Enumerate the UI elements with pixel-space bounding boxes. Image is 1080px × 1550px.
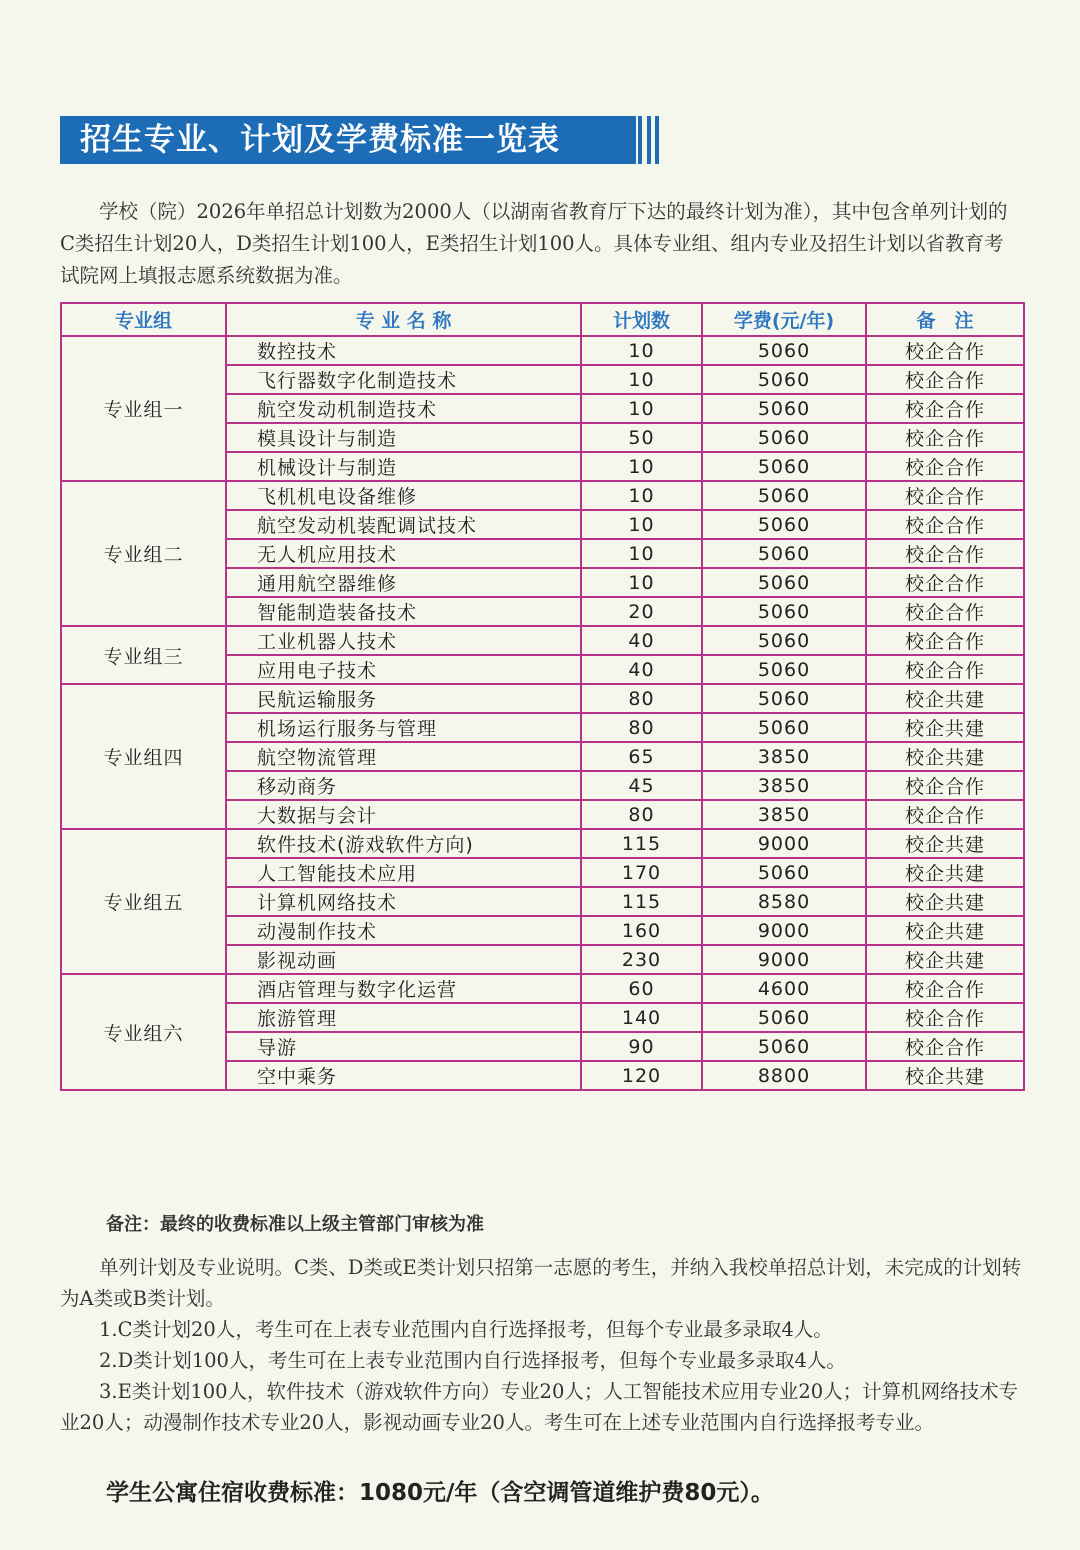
fee-cell: 5060 bbox=[702, 597, 866, 626]
fee-cell: 5060 bbox=[702, 423, 866, 452]
remark-cell: 校企共建 bbox=[866, 858, 1024, 887]
group-cell: 专业组二 bbox=[61, 481, 226, 626]
remark-cell: 校企合作 bbox=[866, 626, 1024, 655]
major-cell: 飞机机电设备维修 bbox=[226, 481, 581, 510]
fee-cell: 5060 bbox=[702, 336, 866, 365]
remark-cell: 校企合作 bbox=[866, 336, 1024, 365]
major-cell: 数控技术 bbox=[226, 336, 581, 365]
major-cell: 航空发动机制造技术 bbox=[226, 394, 581, 423]
group-cell: 专业组一 bbox=[61, 336, 226, 481]
remark-cell: 校企合作 bbox=[866, 510, 1024, 539]
remark-cell: 校企合作 bbox=[866, 655, 1024, 684]
fee-cell: 5060 bbox=[702, 365, 866, 394]
fee-cell: 5060 bbox=[702, 655, 866, 684]
table-row bbox=[61, 481, 1024, 510]
header-fee: 学费(元/年) bbox=[702, 303, 866, 336]
desc-paragraph: 单列计划及专业说明。C类、D类或E类计划只招第一志愿的考生，并纳入我校单招总计划，未完成的计划转为A类或B类计划。 bbox=[60, 1256, 1022, 1310]
desc-item-c: 1.C类计划20人，考生可在上表专业范围内自行选择报考，但每个专业最多录取4人。 bbox=[99, 1318, 833, 1341]
fee-cell: 3850 bbox=[702, 771, 866, 800]
major-cell: 飞行器数字化制造技术 bbox=[226, 365, 581, 394]
plan-cell: 10 bbox=[581, 452, 702, 481]
remark-cell: 校企共建 bbox=[866, 684, 1024, 713]
major-cell: 影视动画 bbox=[226, 945, 581, 974]
plan-cell: 10 bbox=[581, 568, 702, 597]
plan-cell: 10 bbox=[581, 336, 702, 365]
major-cell: 动漫制作技术 bbox=[226, 916, 581, 945]
header-plan: 计划数 bbox=[581, 303, 702, 336]
plan-cell: 10 bbox=[581, 365, 702, 394]
fee-cell: 5060 bbox=[702, 568, 866, 597]
intro-text: 学校（院）2026年单招总计划数为2000人（以湖南省教育厅下达的最终计划为准），其中包含单列计划的C类招生计划20人，D类招生计划100人，E类招生计划100人。具体专业组、组内专业及招生计划以省教育考试院网上填报志愿系统数据为准。 bbox=[60, 200, 1008, 287]
major-cell: 机场运行服务与管理 bbox=[226, 713, 581, 742]
header-remark: 备 注 bbox=[866, 303, 1024, 336]
plan-cell: 10 bbox=[581, 481, 702, 510]
plan-cell: 80 bbox=[581, 800, 702, 829]
remark-cell: 校企共建 bbox=[866, 1061, 1024, 1090]
major-cell: 应用电子技术 bbox=[226, 655, 581, 684]
enrollment-table bbox=[60, 302, 1025, 1091]
desc-item-e: 3.E类计划100人，软件技术（游戏软件方向）专业20人；人工智能技术应用专业20人；计算机网络技术专业20人；动漫制作技术专业20人，影视动画专业20人。考生可在上述专业范围内自行选择报考专业。 bbox=[60, 1380, 1019, 1434]
major-cell: 通用航空器维修 bbox=[226, 568, 581, 597]
remark-cell: 校企合作 bbox=[866, 452, 1024, 481]
remark-cell: 校企合作 bbox=[866, 423, 1024, 452]
plan-cell: 40 bbox=[581, 655, 702, 684]
group-cell: 专业组三 bbox=[61, 626, 226, 684]
fee-cell: 3850 bbox=[702, 742, 866, 771]
fee-cell: 5060 bbox=[702, 510, 866, 539]
plan-cell: 115 bbox=[581, 829, 702, 858]
remark-cell: 校企共建 bbox=[866, 829, 1024, 858]
plan-cell: 45 bbox=[581, 771, 702, 800]
major-cell: 大数据与会计 bbox=[226, 800, 581, 829]
header-group: 专业组 bbox=[61, 303, 226, 336]
major-cell: 民航运输服务 bbox=[226, 684, 581, 713]
plan-cell: 20 bbox=[581, 597, 702, 626]
remark-cell: 校企合作 bbox=[866, 481, 1024, 510]
fee-cell: 8580 bbox=[702, 887, 866, 916]
fee-cell: 4600 bbox=[702, 974, 866, 1003]
plan-cell: 80 bbox=[581, 713, 702, 742]
remark-cell: 校企合作 bbox=[866, 597, 1024, 626]
major-cell: 航空物流管理 bbox=[226, 742, 581, 771]
plan-cell: 60 bbox=[581, 974, 702, 1003]
plan-cell: 230 bbox=[581, 945, 702, 974]
fee-cell: 5060 bbox=[702, 1003, 866, 1032]
table-row bbox=[61, 626, 1024, 655]
remark-cell: 校企共建 bbox=[866, 742, 1024, 771]
fee-cell: 9000 bbox=[702, 945, 866, 974]
plan-cell: 90 bbox=[581, 1032, 702, 1061]
table-header-row bbox=[61, 303, 1024, 336]
plan-cell: 40 bbox=[581, 626, 702, 655]
fee-cell: 5060 bbox=[702, 481, 866, 510]
intro-paragraph bbox=[60, 196, 1022, 292]
major-cell: 计算机网络技术 bbox=[226, 887, 581, 916]
plan-cell: 170 bbox=[581, 858, 702, 887]
fee-cell: 5060 bbox=[702, 1032, 866, 1061]
major-cell: 模具设计与制造 bbox=[226, 423, 581, 452]
plan-cell: 50 bbox=[581, 423, 702, 452]
major-cell: 移动商务 bbox=[226, 771, 581, 800]
remark-cell: 校企共建 bbox=[866, 887, 1024, 916]
table-row bbox=[61, 684, 1024, 713]
fee-cell: 5060 bbox=[702, 539, 866, 568]
remark-cell: 校企合作 bbox=[866, 1032, 1024, 1061]
major-cell: 机械设计与制造 bbox=[226, 452, 581, 481]
desc-item-d: 2.D类计划100人，考生可在上表专业范围内自行选择报考，但每个专业最多录取4人。 bbox=[99, 1349, 846, 1372]
plan-cell: 115 bbox=[581, 887, 702, 916]
remark-cell: 校企合作 bbox=[866, 568, 1024, 597]
group-cell: 专业组六 bbox=[61, 974, 226, 1090]
remark-cell: 校企共建 bbox=[866, 916, 1024, 945]
fee-note: 备注：最终的收费标准以上级主管部门审核为准 bbox=[106, 1214, 484, 1235]
fee-cell: 5060 bbox=[702, 394, 866, 423]
major-cell: 导游 bbox=[226, 1032, 581, 1061]
plan-cell: 80 bbox=[581, 684, 702, 713]
major-cell: 空中乘务 bbox=[226, 1061, 581, 1090]
group-cell: 专业组五 bbox=[61, 829, 226, 974]
remark-cell: 校企共建 bbox=[866, 713, 1024, 742]
major-cell: 软件技术(游戏软件方向) bbox=[226, 829, 581, 858]
remark-cell: 校企合作 bbox=[866, 771, 1024, 800]
plan-cell: 65 bbox=[581, 742, 702, 771]
plan-cell: 10 bbox=[581, 539, 702, 568]
fee-cell: 8800 bbox=[702, 1061, 866, 1090]
major-cell: 航空发动机装配调试技术 bbox=[226, 510, 581, 539]
table-row bbox=[61, 336, 1024, 365]
plan-cell: 10 bbox=[581, 510, 702, 539]
housing-fee: 学生公寓住宿收费标准：1080元/年（含空调管道维护费80元）。 bbox=[106, 1480, 774, 1506]
table-row bbox=[61, 829, 1024, 858]
remark-cell: 校企合作 bbox=[866, 800, 1024, 829]
fee-cell: 5060 bbox=[702, 713, 866, 742]
plan-cell: 10 bbox=[581, 394, 702, 423]
group-cell: 专业组四 bbox=[61, 684, 226, 829]
page-title: 招生专业、计划及学费标准一览表 bbox=[60, 116, 636, 164]
remark-cell: 校企合作 bbox=[866, 394, 1024, 423]
major-cell: 无人机应用技术 bbox=[226, 539, 581, 568]
major-cell: 工业机器人技术 bbox=[226, 626, 581, 655]
major-cell: 旅游管理 bbox=[226, 1003, 581, 1032]
remark-cell: 校企合作 bbox=[866, 974, 1024, 1003]
fee-cell: 3850 bbox=[702, 800, 866, 829]
plan-cell: 160 bbox=[581, 916, 702, 945]
remark-cell: 校企共建 bbox=[866, 945, 1024, 974]
remark-cell: 校企合作 bbox=[866, 365, 1024, 394]
fee-cell: 5060 bbox=[702, 626, 866, 655]
major-cell: 酒店管理与数字化运营 bbox=[226, 974, 581, 1003]
table-row bbox=[61, 974, 1024, 1003]
plan-cell: 140 bbox=[581, 1003, 702, 1032]
plan-cell: 120 bbox=[581, 1061, 702, 1090]
fee-cell: 5060 bbox=[702, 452, 866, 481]
header-major: 专 业 名 称 bbox=[226, 303, 581, 336]
fee-cell: 9000 bbox=[702, 829, 866, 858]
plan-description bbox=[60, 1252, 1022, 1438]
major-cell: 智能制造装备技术 bbox=[226, 597, 581, 626]
fee-cell: 5060 bbox=[702, 684, 866, 713]
table-body bbox=[61, 336, 1024, 1090]
major-cell: 人工智能技术应用 bbox=[226, 858, 581, 887]
fee-cell: 5060 bbox=[702, 858, 866, 887]
remark-cell: 校企合作 bbox=[866, 539, 1024, 568]
fee-cell: 9000 bbox=[702, 916, 866, 945]
remark-cell: 校企合作 bbox=[866, 1003, 1024, 1032]
